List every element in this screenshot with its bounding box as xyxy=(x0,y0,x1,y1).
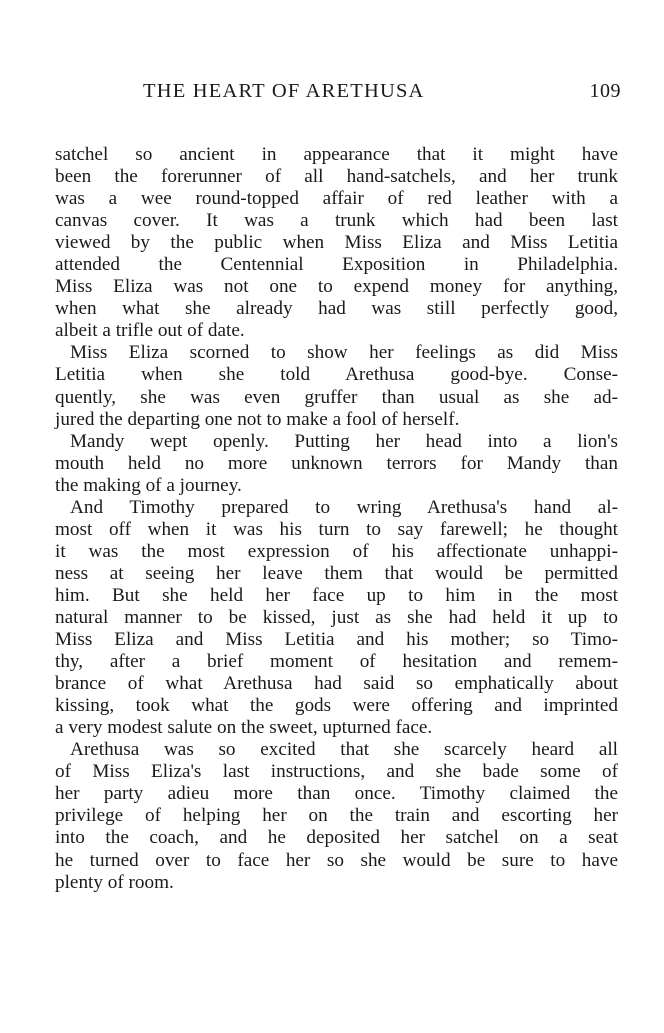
running-title: THE HEART OF ARETHUSA xyxy=(143,80,425,102)
text-line: Miss Eliza was not one to expend money for anything, xyxy=(55,276,618,298)
text-line: plenty of room. xyxy=(55,871,174,893)
text-line: a very modest salute on the sweet, upturned face. xyxy=(55,717,433,739)
text-line: mouth held no more unknown terrors for Mandy than xyxy=(55,452,618,474)
text-line: into the coach, and he deposited her satchel on a seat xyxy=(55,827,618,849)
text-line: her party adieu more than once. Timothy claimed the xyxy=(55,783,618,805)
text-line: kissing, took what the gods were offering and imprinted xyxy=(55,695,618,717)
text-line: most off when it was his turn to say farewell; he thought xyxy=(55,518,618,540)
text-line: viewed by the public when Miss Eliza and Miss Letitia xyxy=(55,232,618,254)
text-line: he turned over to face her so she would be sure to have xyxy=(55,849,618,871)
text-line: brance of what Arethusa had said so emphatically about xyxy=(55,673,618,695)
text-line: natural manner to be kissed, just as she had held it up to xyxy=(55,606,618,628)
text-line: jured the departing one not to make a fool of herself. xyxy=(55,408,460,430)
text-line: Miss Eliza scorned to show her feelings as did Miss xyxy=(70,342,618,364)
text-line: of Miss Eliza's last instructions, and she bade some of xyxy=(55,761,618,783)
text-line: him. But she held her face up to him in the most xyxy=(55,584,618,606)
text-line: it was the most expression of his affectionate unhappi- xyxy=(55,540,618,562)
text-line: been the forerunner of all hand-satchels, and her trunk xyxy=(55,166,618,188)
text-line: when what she already had was still perfectly good, xyxy=(55,298,618,320)
body-text xyxy=(55,144,618,894)
page-number: 109 xyxy=(589,80,621,102)
text-line: Arethusa was so excited that she scarcely heard all xyxy=(70,739,618,761)
text-line: thy, after a brief moment of hesitation and remem- xyxy=(55,651,618,673)
text-line: the making of a journey. xyxy=(55,474,242,496)
text-line: Miss Eliza and Miss Letitia and his mother; so Timo- xyxy=(55,629,618,651)
text-line: satchel so ancient in appearance that it might have xyxy=(55,144,618,165)
text-line: Letitia when she told Arethusa good-bye. Conse- xyxy=(55,364,618,386)
text-line: privilege of helping her on the train and escorting her xyxy=(55,805,618,827)
text-line: albeit a trifle out of date. xyxy=(55,320,245,342)
text-line: canvas cover. It was a trunk which had been last xyxy=(55,210,618,232)
text-line: was a wee round-topped affair of red leather with a xyxy=(55,188,618,210)
text-line: quently, she was even gruffer than usual as she ad- xyxy=(55,386,618,408)
text-line: attended the Centennial Exposition in Philadelphia. xyxy=(55,254,618,276)
text-line: ness at seeing her leave them that would be permitted xyxy=(55,562,618,584)
page-header xyxy=(55,80,621,110)
text-line: And Timothy prepared to wring Arethusa's hand al- xyxy=(70,496,618,518)
text-line: Mandy wept openly. Putting her head into a lion's xyxy=(70,430,618,452)
